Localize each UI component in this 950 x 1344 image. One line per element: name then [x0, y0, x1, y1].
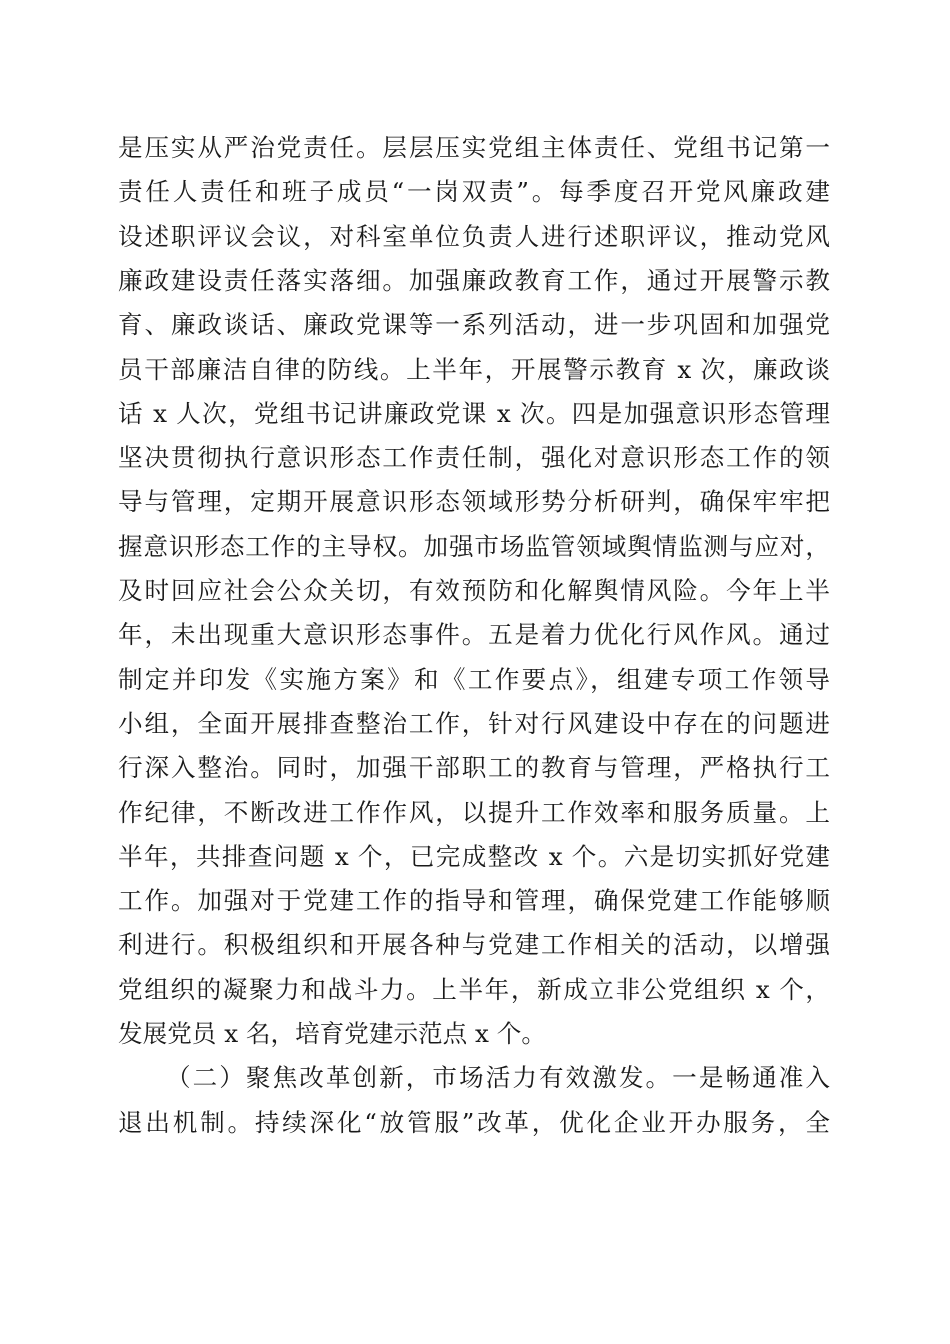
text-line: 退出机制。持续深化“放管服”改革，优化企业开办服务，全: [118, 1108, 830, 1137]
text-line: 利进行。积极组织和开展各种与党建工作相关的活动，以增强: [118, 930, 830, 959]
text-line: 握意识形态工作的主导权。加强市场监管领域舆情监测与应对，: [118, 532, 830, 561]
text-line: 党组织的凝聚力和战斗力。上半年，新成立非公党组织 x 个，: [118, 975, 830, 1004]
section-heading-line: （二）聚焦改革创新，市场活力有效激发。一是畅通准入: [166, 1063, 830, 1092]
text-line: 是压实从严治党责任。层层压实党组主体责任、党组书记第一: [118, 133, 830, 162]
text-line: 设述职评议会议，对科室单位负责人进行述职评议，推动党风: [118, 222, 830, 251]
text-line: 半年，共排查问题 x 个，已完成整改 x 个。六是切实抓好党建: [118, 842, 830, 871]
text-line: 行深入整治。同时，加强干部职工的教育与管理，严格执行工: [118, 753, 830, 782]
text-line: 工作。加强对于党建工作的指导和管理，确保党建工作能够顺: [118, 886, 830, 915]
text-line: 育、廉政谈话、廉政党课等一系列活动，进一步巩固和加强党: [118, 310, 830, 339]
text-line: 坚决贯彻执行意识形态工作责任制，强化对意识形态工作的领: [118, 443, 830, 472]
text-line: 制定并印发《实施方案》和《工作要点》，组建专项工作领导: [118, 665, 830, 694]
text-line: 发展党员 x 名，培育党建示范点 x 个。: [118, 1019, 546, 1048]
text-line: 及时回应社会公众关切，有效预防和化解舆情风险。今年上半: [118, 576, 830, 605]
text-line: 廉政建设责任落实落细。加强廉政教育工作，通过开展警示教: [118, 266, 830, 295]
text-line: 导与管理，定期开展意识形态领域形势分析研判，确保牢牢把: [118, 487, 830, 516]
text-line: 作纪律，不断改进工作作风，以提升工作效率和服务质量。上: [118, 798, 830, 827]
text-line: 责任人责任和班子成员“一岗双责”。每季度召开党风廉政建: [118, 177, 830, 206]
text-line: 话 x 人次，党组书记讲廉政党课 x 次。四是加强意识形态管理: [118, 399, 830, 428]
text-line: 小组，全面开展排查整治工作，针对行风建设中存在的问题进: [118, 709, 830, 738]
text-line: 年，未出现重大意识形态事件。五是着力优化行风作风。通过: [118, 620, 830, 649]
text-line: 员干部廉洁自律的防线。上半年，开展警示教育 x 次，廉政谈: [118, 355, 830, 384]
